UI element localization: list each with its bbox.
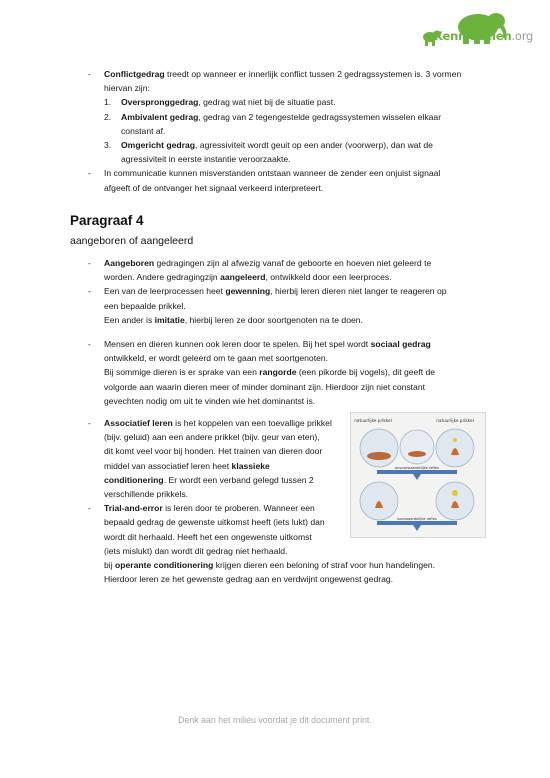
paragraph-subtitle: aangeboren of aangeleerd — [70, 235, 194, 247]
conflict-bullet: - Conflictgedrag treedt op wanneer er innerlijk conflict tussen 2 gedragssystemen is. 3 vormen hiervan zijn: — [88, 69, 462, 94]
learning-section-play — [88, 337, 488, 408]
term-sociaal-gedrag: sociaal gedrag — [370, 339, 431, 349]
term-aangeleerd: aangeleerd — [220, 272, 266, 283]
term-imitatie: imitatie — [154, 314, 185, 325]
term-aangeboren: Aangeboren — [104, 258, 155, 268]
conditioning-illustration — [351, 413, 485, 537]
learning-section-top — [88, 256, 488, 327]
logo-tld: .org — [511, 29, 534, 43]
bell-light-icon — [453, 438, 457, 442]
bullet-spelen: - Mensen en dieren kunnen ook leren door te spelen. Bij het spel wordt sociaal gedrag ontwikkeld, er wordt geleerd om te gaan met soortgenoten. Bij sommige dieren is er sprake van een rangorde (een pikorde bij vogels), dit geeft de volgorde aan waarin dieren meer of minder dominant zijn. Hierdoor zijn niet constant gevechten nodig om uit te vinden wie het dominantst is. — [88, 339, 436, 406]
dome-top-center — [400, 430, 434, 464]
label-unconditioned-reflex: onvoorwaardelijke reflex — [394, 466, 440, 470]
kennisdelen-logo[interactable] — [418, 10, 536, 50]
arrow-bar-top — [377, 470, 457, 474]
communication-bullet: - In communicatie kunnen misverstanden ontstaan wanneer de zender een onjuist signaal afgeeft of de ontvanger het signaal verkeerd interpreteert. — [88, 168, 441, 193]
conditioning-diagram — [350, 412, 486, 538]
conflict-subitem-3: 3. Omgericht gedrag, agressiviteit wordt geuit op een ander (voorwerp), dan wat de agressiviteit in eerste instantie veroorzaakte. — [104, 140, 433, 165]
page-footer: Denk aan het milieu voordat je dit document print. — [178, 715, 372, 725]
term-klassieke: klassieke — [231, 460, 270, 471]
label-conditioned-reflex: voorwaardelijke reflex — [397, 517, 437, 521]
dome-top-left — [360, 429, 398, 467]
term-operante-conditionering: operante conditionering — [115, 560, 214, 571]
food-bowl-icon — [367, 452, 391, 460]
conflict-subitem-1: 1. Overspronggedrag, gedrag wat niet bij de situatie past. — [104, 97, 336, 108]
term-rangorde: rangorde — [259, 367, 297, 378]
light-icon — [452, 490, 458, 496]
term-conflictgedrag: Conflictgedrag — [104, 69, 165, 79]
arrow-down-bottom-icon — [413, 525, 421, 531]
term-associatief-leren: Associatief leren — [104, 418, 173, 428]
label-natural-stimulus-left: natuurlijke prikkel — [354, 418, 392, 423]
term-omgericht-gedrag: Omgericht gedrag — [121, 140, 196, 151]
term-trial-and-error: Trial-and-error — [104, 503, 163, 514]
conflict-text: treedt op wanneer er innerlijk conflict tussen 2 gedragssystemen is. 3 vormen — [164, 69, 462, 79]
arrow-bar-bottom — [377, 521, 457, 525]
conflict-text-2: hiervan zijn: — [104, 83, 150, 94]
term-overspronggedrag: Overspronggedrag — [121, 97, 199, 108]
label-natural-stimulus-right: natuurlijke prikkel — [436, 418, 474, 423]
term-ambivalent-gedrag: Ambivalent gedrag — [121, 111, 199, 122]
arrow-down-icon — [413, 474, 421, 480]
bullet-aangeboren: - Aangeboren gedragingen zijn al afwezig vanaf de geboorte en hoeven niet geleerd te worden. Andere gedragingzijn aangeleerd, ontwikkeld door een leerproces. — [88, 258, 432, 283]
bullet-associatief-leren: - Associatief leren is het koppelen van een toevallige prikkel (bijv. geluid) aan een andere prikkel (bijv. geur van eten), dit komt veel voor bij honden. Het trainen van dieren door middel van associatief leren heet klassieke conditionering. Er wordt een verband gelegd tussen 2 verschillende prikkels. — [88, 418, 332, 500]
conflict-subitem-2: 2. Ambivalent gedrag, gedrag van 2 tegengestelde gedragssystemen wisselen elkaar constant af. — [104, 111, 442, 136]
food-bowl-center-icon — [408, 451, 426, 457]
conflict-section — [88, 67, 488, 195]
term-conditionering: conditionering — [104, 474, 164, 485]
term-gewenning: gewenning — [225, 286, 271, 297]
bullet-trial-and-error: - Trial-and-error is leren door te proberen. Wanneer een bepaald gedrag de gewenste uitkomst heeft (iets lukt) dan wordt dit herhaald. Heeft het een ongewenste uitkomst (iets mislukt) dan wordt dit gedrag niet herhaald. bij operante conditionering krijgen dieren een beloning of straf voor hun handelingen. Hierdoor leren ze het gewenste gedrag aan en verdwijnt ongewenst gedrag. — [88, 503, 436, 585]
paragraph-title: Paragraaf 4 — [70, 213, 144, 228]
bullet-gewenning: - Een van de leerprocessen heet gewenning, hierbij leren dieren niet langer te reageren op een bepaalde prikkel. Een ander is imitatie, hierbij leren ze door soortgenoten na te doen. — [88, 286, 447, 325]
logo-name: Kennisdelen — [434, 29, 512, 43]
